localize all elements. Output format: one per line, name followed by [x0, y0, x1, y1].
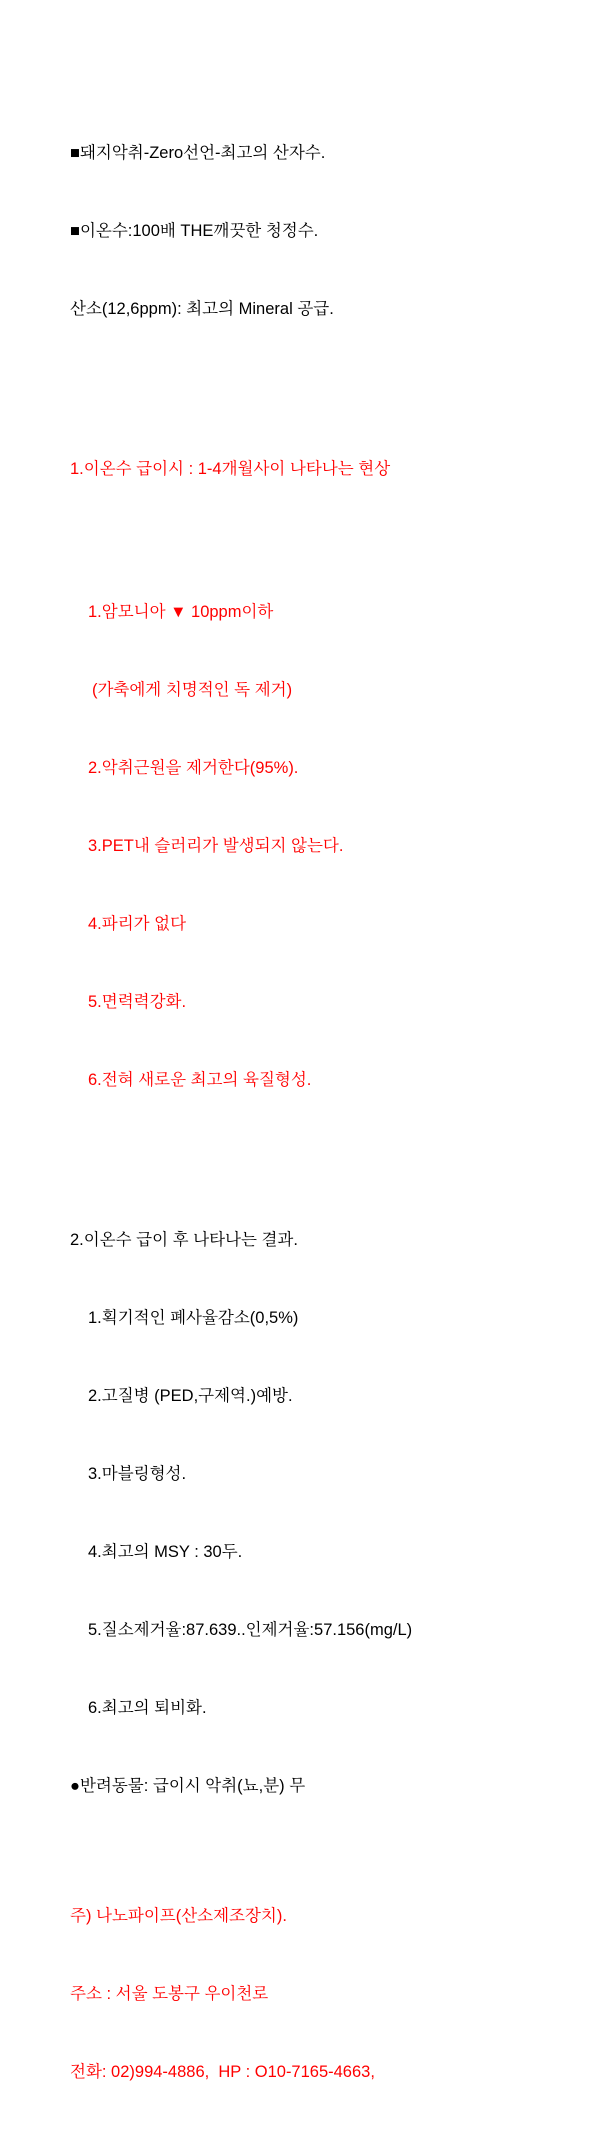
section-1-item-7: 6.전혀 새로운 최고의 육질형성. [88, 1071, 312, 1089]
header-line-3: 산소(12,6ppm): 최고의 Mineral 공급. [70, 300, 334, 318]
section-2-item-6: 6.최고의 퇴비화. [88, 1699, 207, 1717]
pet-note: ●반려동물: 급이시 악취(뇨,분) 무 [70, 1777, 306, 1795]
section-2 [70, 1175, 600, 1851]
footer-block [70, 1851, 600, 2137]
header-line-1: ■돼지악취-Zero선언-최고의 산자수. [70, 144, 326, 162]
spacer-after-section-1 [70, 1145, 600, 1175]
section-1 [70, 404, 600, 1145]
section-1-item-3: 2.악취근원을 제거한다(95%). [88, 759, 299, 777]
section-1-item-4: 3.PET내 슬러리가 발생되지 않는다. [88, 837, 344, 855]
footer-phone: 전화: 02)994-4886, HP : O10-7165-4663, [70, 2063, 375, 2081]
section-1-item-2: (가축에게 치명적인 독 제거) [92, 681, 293, 699]
section-2-item-5: 5.질소제거율:87.639..인제거율:57.156(mg/L) [88, 1621, 413, 1639]
section-1-item-5: 4.파리가 없다 [88, 915, 187, 933]
header-line-2: ■이온수:100배 THE깨끗한 청정수. [70, 222, 319, 240]
section-1-item-1: 1.암모니아 ▼ 10ppm이하 [88, 603, 274, 621]
section-1-item-6: 5.면력력강화. [88, 993, 187, 1011]
spacer-section-1-heading [70, 534, 600, 547]
section-2-item-1: 1.획기적인 폐사율감소(0,5%) [88, 1309, 299, 1327]
section-2-item-2: 2.고질병 (PED,구제역.)예방. [88, 1387, 293, 1405]
footer-address: 주소 : 서울 도봉구 우이천로 [70, 1985, 269, 2003]
section-1-heading: 1.이온수 급이시 : 1-4개월사이 나타나는 현상 [70, 460, 391, 478]
section-2-item-3: 3.마블링형성. [88, 1465, 187, 1483]
section-2-item-4: 4.최고의 MSY : 30두. [88, 1543, 243, 1561]
section-2-heading: 2.이온수 급이 후 나타나는 결과. [70, 1231, 298, 1249]
footer-company: 주) 나노파이프(산소제조장치). [70, 1907, 287, 1925]
header-block [70, 88, 600, 374]
spacer-after-header [70, 374, 600, 404]
